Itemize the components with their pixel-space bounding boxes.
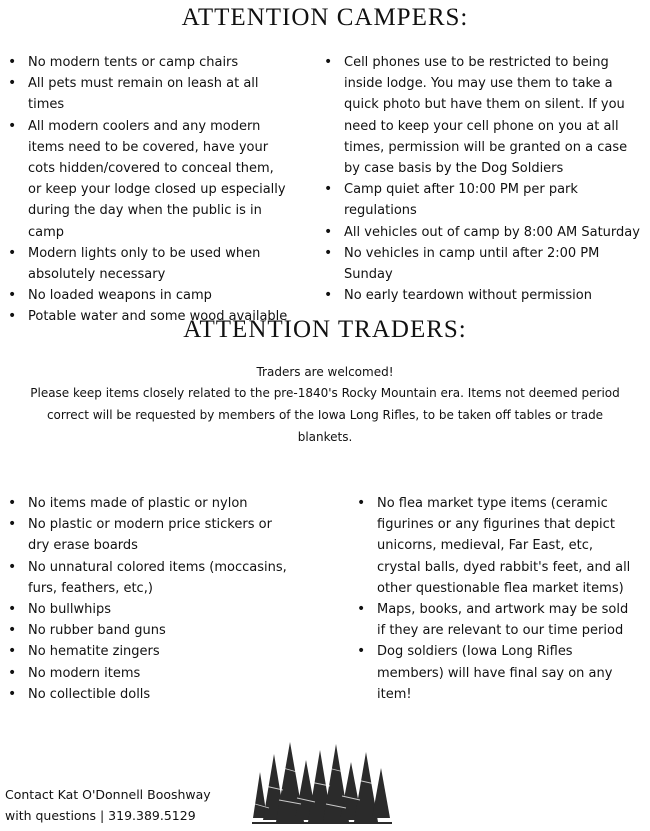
list-item: • No hematite zingers <box>6 641 296 662</box>
campers-right-list <box>322 52 646 306</box>
list-item: • No rubber band guns <box>6 620 296 641</box>
list-item: • Dog soldiers (Iowa Long Rifles members) will have final say on any item! <box>355 641 637 705</box>
list-item: • Maps, books, and artwork may be sold if they are relevant to our time period <box>355 599 637 641</box>
list-item: • All vehicles out of camp by 8:00 AM Saturday <box>322 222 646 243</box>
list-item: • No collectible dolls <box>6 684 296 705</box>
contact-line-1: Contact Kat O'Donnell Booshway <box>5 787 211 802</box>
list-item: • No vehicles in camp until after 2:00 PM Sunday <box>322 243 646 285</box>
list-item: • No plastic or modern price stickers or dry erase boards <box>6 514 296 556</box>
traders-intro: Please keep items closely related to the pre-1840's Rocky Mountain era. Items not deemed period correct will be requested by members of the Iowa Long Rifles, to be taken off tables or trade blankets. <box>30 386 620 444</box>
list-item: • No loaded weapons in camp <box>6 285 288 306</box>
campers-left-list <box>6 52 288 328</box>
list-item: • Modern lights only to be used when absolutely necessary <box>6 243 288 285</box>
list-item: • All pets must remain on leash at all times <box>6 73 288 115</box>
list-item: • Cell phones use to be restricted to being inside lodge. You may use them to take a quick photo but have them on silent. If you need to keep your cell phone on you at all times, permission will be granted on a case by case basis by the Dog Soldiers <box>322 52 646 179</box>
list-item: • No bullwhips <box>6 599 296 620</box>
list-item: • No modern items <box>6 663 296 684</box>
contact-line-2: with questions | 319.389.5129 <box>5 808 196 823</box>
campers-heading: ATTENTION CAMPERS: <box>181 4 469 31</box>
traders-right-list <box>355 493 637 705</box>
traders-heading: ATTENTION TRADERS: <box>183 316 467 343</box>
list-item: • All modern coolers and any modern items need to be covered, have your cots hidden/covered to conceal them, or keep your lodge closed up especially during the day when the public is in camp <box>6 116 288 243</box>
list-item: • Camp quiet after 10:00 PM per park regulations <box>322 179 646 221</box>
list-item: • Potable water and some wood available <box>6 306 288 327</box>
contact-info <box>5 784 211 826</box>
list-item: • No flea market type items (ceramic figurines or any figurines that depict unicorns, medieval, Far East, etc, crystal balls, dyed rabbit's feet, and all other questionable flea market items) <box>355 493 637 599</box>
traders-left-list <box>6 493 296 705</box>
traders-welcome: Traders are welcomed! <box>256 365 394 379</box>
list-item: • No modern tents or camp chairs <box>6 52 288 73</box>
list-item: • No early teardown without permission <box>322 285 646 306</box>
list-item: • No unnatural colored items (moccasins, furs, feathers, etc,) <box>6 557 296 599</box>
pine-trees-illustration <box>250 738 395 826</box>
list-item: • No items made of plastic or nylon <box>6 493 296 514</box>
